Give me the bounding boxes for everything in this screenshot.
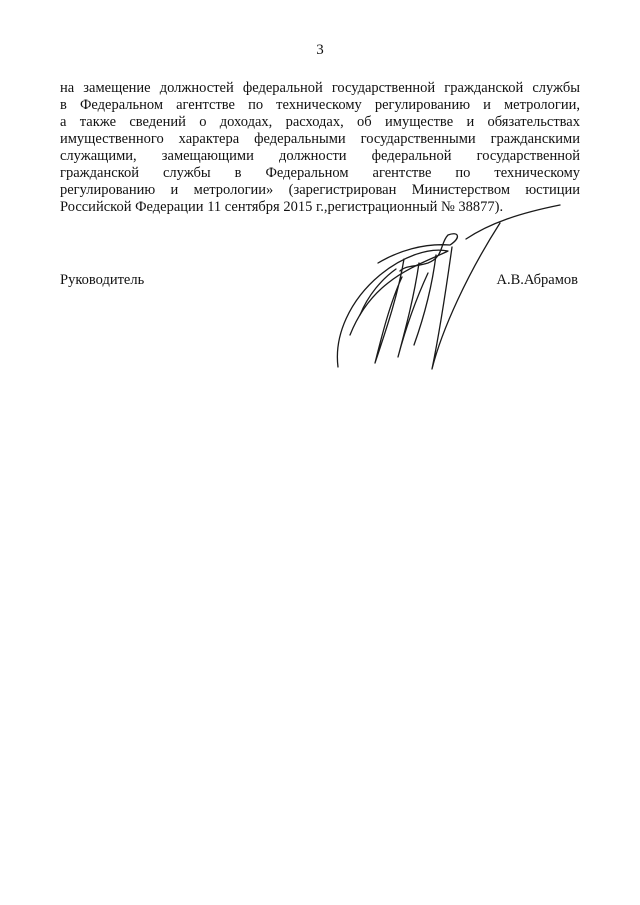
body-line: в Федеральном агентстве по техническому регулированию и метрологии, (60, 97, 580, 113)
body-line: регулированию и метрологии» (зарегистрирован Министерством юстиции (60, 182, 580, 198)
page-number: 3 (316, 42, 324, 58)
body-line: служащими, замещающими должности федеральной государственной (60, 148, 580, 164)
signatory-name: А.В.Абрамов (496, 272, 578, 288)
body-line: гражданской службы в Федеральном агентстве по техническому (60, 165, 580, 181)
handwritten-signature (320, 195, 570, 380)
body-line: имущественного характера федеральными государственными гражданскими (60, 131, 580, 147)
signatory-position: Руководитель (60, 272, 145, 288)
signature-stroke (466, 205, 560, 239)
body-line: а также сведений о доходах, расходах, об имуществе и обязательствах (60, 114, 580, 130)
body-line: Российской Федерации 11 сентября 2015 г.,регистрационный № 38877). (60, 199, 504, 215)
body-line: на замещение должностей федеральной государственной гражданской службы (60, 80, 580, 96)
signature-stroke (414, 255, 436, 345)
